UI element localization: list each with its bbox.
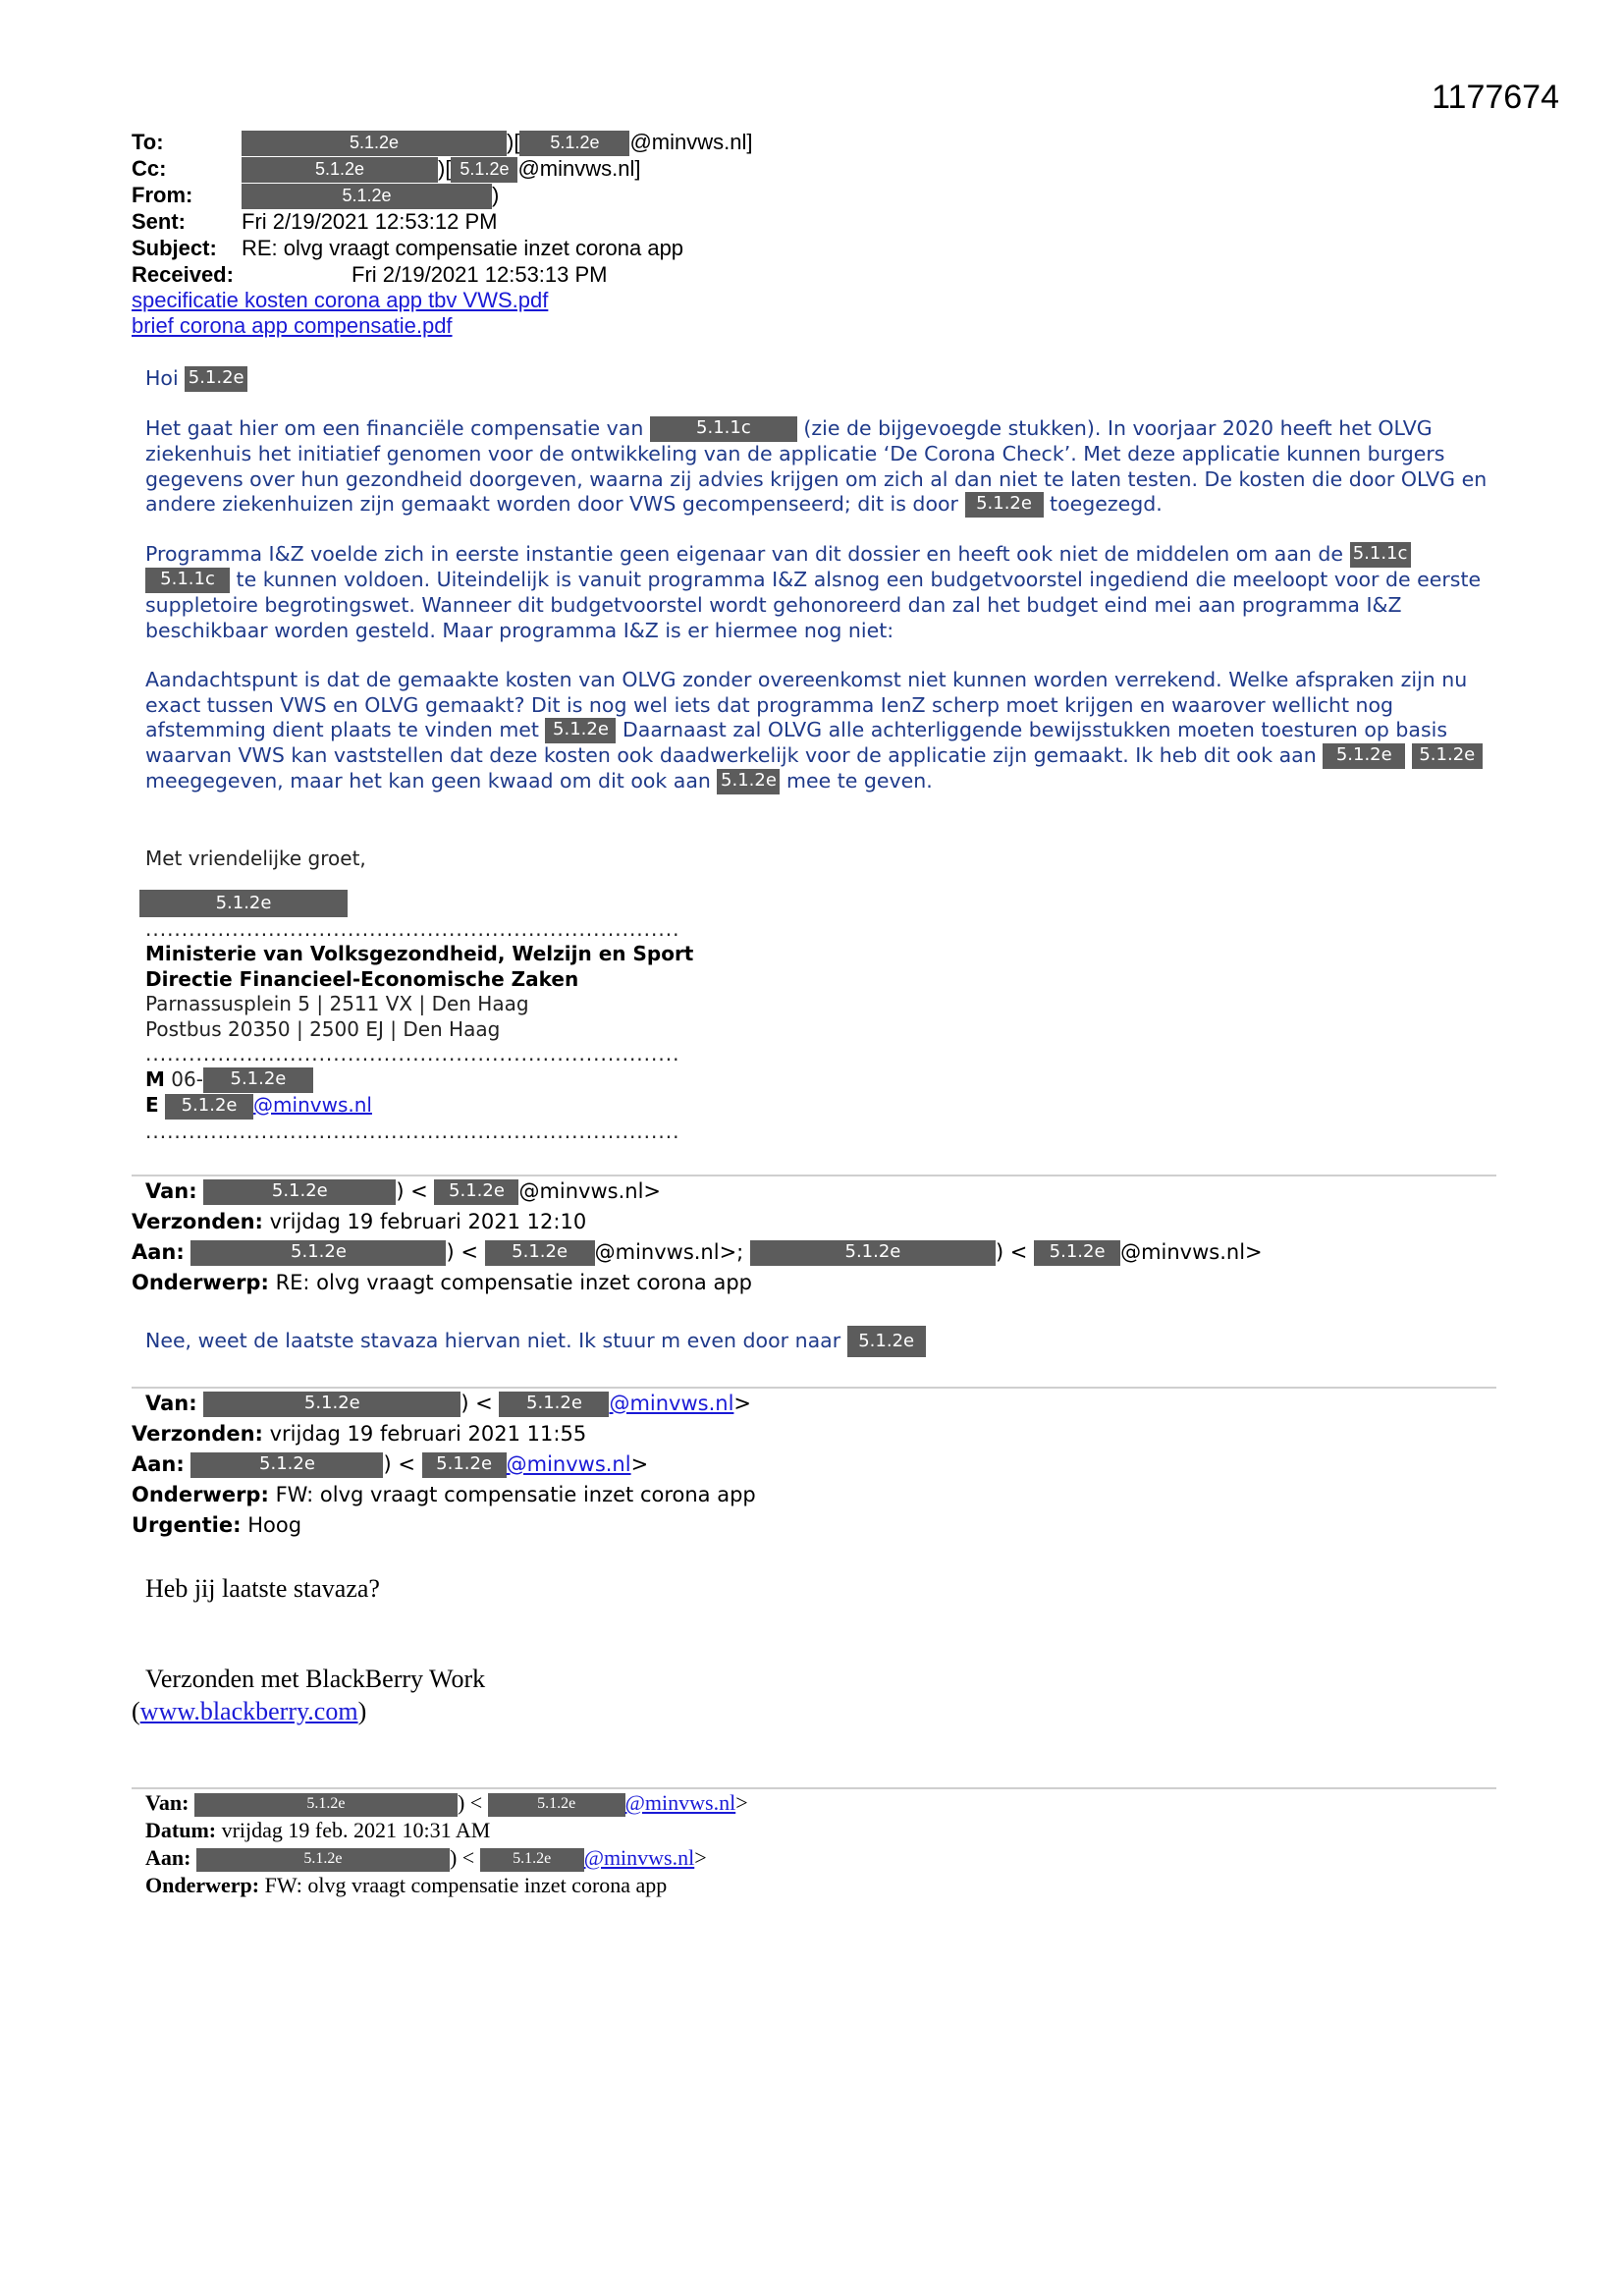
redaction: 5.1.2e (165, 1094, 253, 1120)
from-label: From: (132, 183, 193, 207)
email-header (132, 129, 753, 339)
document-number: 1177674 (1432, 79, 1559, 116)
redaction: 5.1.2e (750, 1240, 996, 1266)
redaction: 5.1.1c (1350, 542, 1411, 568)
sent-value: Fri 2/19/2021 12:53:12 PM (242, 209, 498, 234)
paragraph: Programma I&Z voelde zich in eerste instantie geen eigenaar van dit dossier en heeft ook niet de middelen om aan de 5.1.1c 5.1.1c te kunnen voldoen. Uiteindelijk is vanuit programma I&Z alsnog een budgetvoorstel ingediend die meeloopt voor de eerste suppletoire begrotingswet. Wanneer dit budgetvoorstel wordt gehonoreerd dan zal het budget eind mei aan programma I&Z beschikbaar worden gesteld. Maar programma I&Z is er hiermee nog niet: (145, 542, 1482, 642)
email-link[interactable]: @minvws.nl (624, 1790, 736, 1815)
blackberry-link[interactable]: www.blackberry.com (139, 1697, 358, 1725)
closing: Met vriendelijke groet, (145, 847, 366, 870)
cc-label: Cc: (132, 156, 167, 181)
redaction: 5.1.2e (139, 890, 348, 917)
msg3-text: Heb jij laatste stavaza? (145, 1574, 380, 1603)
msg3-signature: Verzonden met BlackBerry Work (145, 1665, 486, 1693)
address-line: Parnassusplein 5 | 2511 VX | Den Haag (145, 992, 529, 1015)
org-name: Ministerie van Volksgezondheid, Welzijn en Sport (145, 942, 694, 965)
divider: .......................................................................... (145, 1119, 680, 1143)
redaction: 5.1.2e (203, 1179, 396, 1205)
redaction: 5.1.2e (203, 1392, 460, 1417)
redaction: 5.1.2e (242, 157, 438, 183)
redaction: 5.1.2e (965, 492, 1044, 518)
subject-row (132, 235, 684, 261)
signature-block (145, 847, 1029, 1144)
redaction: 5.1.1c (145, 568, 230, 593)
divider: .......................................................................... (145, 1042, 680, 1066)
received-value: Fri 2/19/2021 12:53:13 PM (352, 262, 608, 287)
redaction: 5.1.2e (422, 1452, 507, 1478)
redaction: 5.1.2e (488, 1793, 625, 1817)
address-line: Postbus 20350 | 2500 EJ | Den Haag (145, 1016, 501, 1041)
sent-label: Sent: (132, 209, 186, 234)
redaction: 5.1.2e (499, 1392, 609, 1417)
redaction: 5.1.2e (545, 718, 616, 743)
cc-domain: @minvws.nl] (517, 156, 641, 181)
redaction: 5.1.2e (203, 1067, 313, 1093)
redaction: 5.1.2e (1412, 743, 1483, 769)
cc-row: Cc: 5.1.2e )[ 5.1.2e @minvws.nl] (132, 155, 548, 182)
redaction: 5.1.1c (650, 416, 797, 442)
sent-row (132, 208, 548, 235)
to-label: To: (132, 130, 164, 154)
redaction: 5.1.2e (847, 1326, 926, 1357)
redaction: 5.1.2e (717, 769, 780, 794)
msg2-header: Van: 5.1.2e ) < 5.1.2e @minvws.nl> Verzonden: vrijdag 19 februari 2021 12:10 Aan: 5.1.2e ) < 5.1.2e @minvws.nl>; 5.1.2e ) < 5.1.2e @minvws.nl> Onderwerp: RE: olvg vraagt compensatie inzet corona app (132, 1179, 1263, 1294)
received-row (132, 261, 608, 288)
redaction: 5.1.2e (242, 131, 507, 156)
attachment-link[interactable]: specificatie kosten corona app tbv VWS.pdf (132, 288, 549, 312)
redaction: 5.1.2e (1034, 1240, 1120, 1266)
blackberry-line: (www.blackberry.com) (132, 1697, 367, 1725)
email-link[interactable]: @minvws.nl (609, 1392, 734, 1415)
email-link[interactable]: @minvws.nl (583, 1845, 695, 1870)
redaction: 5.1.2e (185, 366, 247, 392)
redaction: 5.1.2e (190, 1240, 446, 1266)
redaction: 5.1.2e (519, 131, 629, 156)
mobile-line: M 06- 5.1.2e (145, 1067, 1029, 1094)
redaction: 5.1.2e (480, 1848, 584, 1872)
msg4-header: Van: 5.1.2e ) < 5.1.2e @minvws.nl> Datum: vrijdag 19 feb. 2021 10:31 AM Aan: 5.1.2e ) < 5.1.2e @minvws.nl> Onderwerp: FW: olvg vraagt compensatie inzet corona app (145, 1790, 748, 1897)
redaction: 5.1.2e (190, 1452, 383, 1478)
received-label: Received: (132, 262, 234, 287)
email-link[interactable]: @minvws.nl (506, 1452, 631, 1476)
redaction: 5.1.2e (242, 184, 492, 209)
redaction: 5.1.2e (196, 1848, 450, 1872)
email-link[interactable]: @minvws.nl (253, 1093, 372, 1117)
redaction: 5.1.2e (451, 157, 517, 183)
subject-label: Subject: (132, 236, 217, 260)
paragraph: Aandachtspunt is dat de gemaakte kosten van OLVG zonder overeenkomst niet kunnen worden verrekend. Welke afspraken zijn nu exact tussen VWS en OLVG gemaakt? Dit is nog wel iets dat programma IenZ scherp moet krijgen en waarover wellicht nog afstemming dient plaats te vinden met 5.1.2e Daarnaast zal OLVG alle achterliggende bewijsstukken moeten toesturen op basis waarvan VWS kan vaststellen dat deze kosten ook daadwerkelijk voor de applicatie zijn gemaakt. Ik heb dit ook aan 5.1.2e 5.1.2e meegegeven, maar het kan geen kwaad om dit ook aan 5.1.2e mee te geven. (145, 668, 1500, 794)
to-domain: @minvws.nl] (629, 130, 753, 154)
org-department: Directie Financieel-Economische Zaken (145, 966, 579, 991)
paragraph: Het gaat hier om een financiële compensatie van 5.1.1c (zie de bijgevoegde stukken). In voorjaar 2020 heeft het OLVG ziekenhuis het initiatief genomen voor de ontwikkeling van de applicatie ‘De Corona Check’. Met deze applicatie kunnen burgers gegevens over hun gezondheid doorgeven, waarna zij advies krijgen om zich al dan niet te laten testen. De kosten die door OLVG en andere ziekenhuizen zijn gemaakt worden door VWS gecompenseerd; dit is door 5.1.2e toegezegd. (145, 416, 1488, 516)
subject-value: RE: olvg vraagt compensatie inzet corona app (242, 236, 684, 260)
redaction: 5.1.2e (485, 1240, 595, 1266)
msg2-body: Nee, weet de laatste stavaza hiervan niet. Ik stuur m even door naar 5.1.2e (145, 1326, 926, 1357)
redaction: 5.1.2e (434, 1179, 518, 1205)
redaction: 5.1.2e (1323, 743, 1405, 769)
greeting: Hoi 5.1.2e (145, 366, 247, 392)
from-row: From: 5.1.2e ) (132, 182, 548, 208)
msg3-header: Van: 5.1.2e ) < 5.1.2e @minvws.nl> Verzonden: vrijdag 19 februari 2021 11:55 Aan: 5.1.2e ) < 5.1.2e @minvws.nl> Onderwerp: FW: olvg vraagt compensatie inzet corona app Urgentie: Hoog (132, 1392, 756, 1537)
email-line: E 5.1.2e @minvws.nl (145, 1093, 1029, 1120)
attachment-link[interactable]: brief corona app compensatie.pdf (132, 313, 453, 338)
divider: .......................................................................... (145, 916, 680, 941)
email-body (145, 416, 1500, 819)
redaction: 5.1.2e (194, 1793, 458, 1817)
to-row: To: 5.1.2e )[ 5.1.2e @minvws.nl] (132, 129, 548, 155)
